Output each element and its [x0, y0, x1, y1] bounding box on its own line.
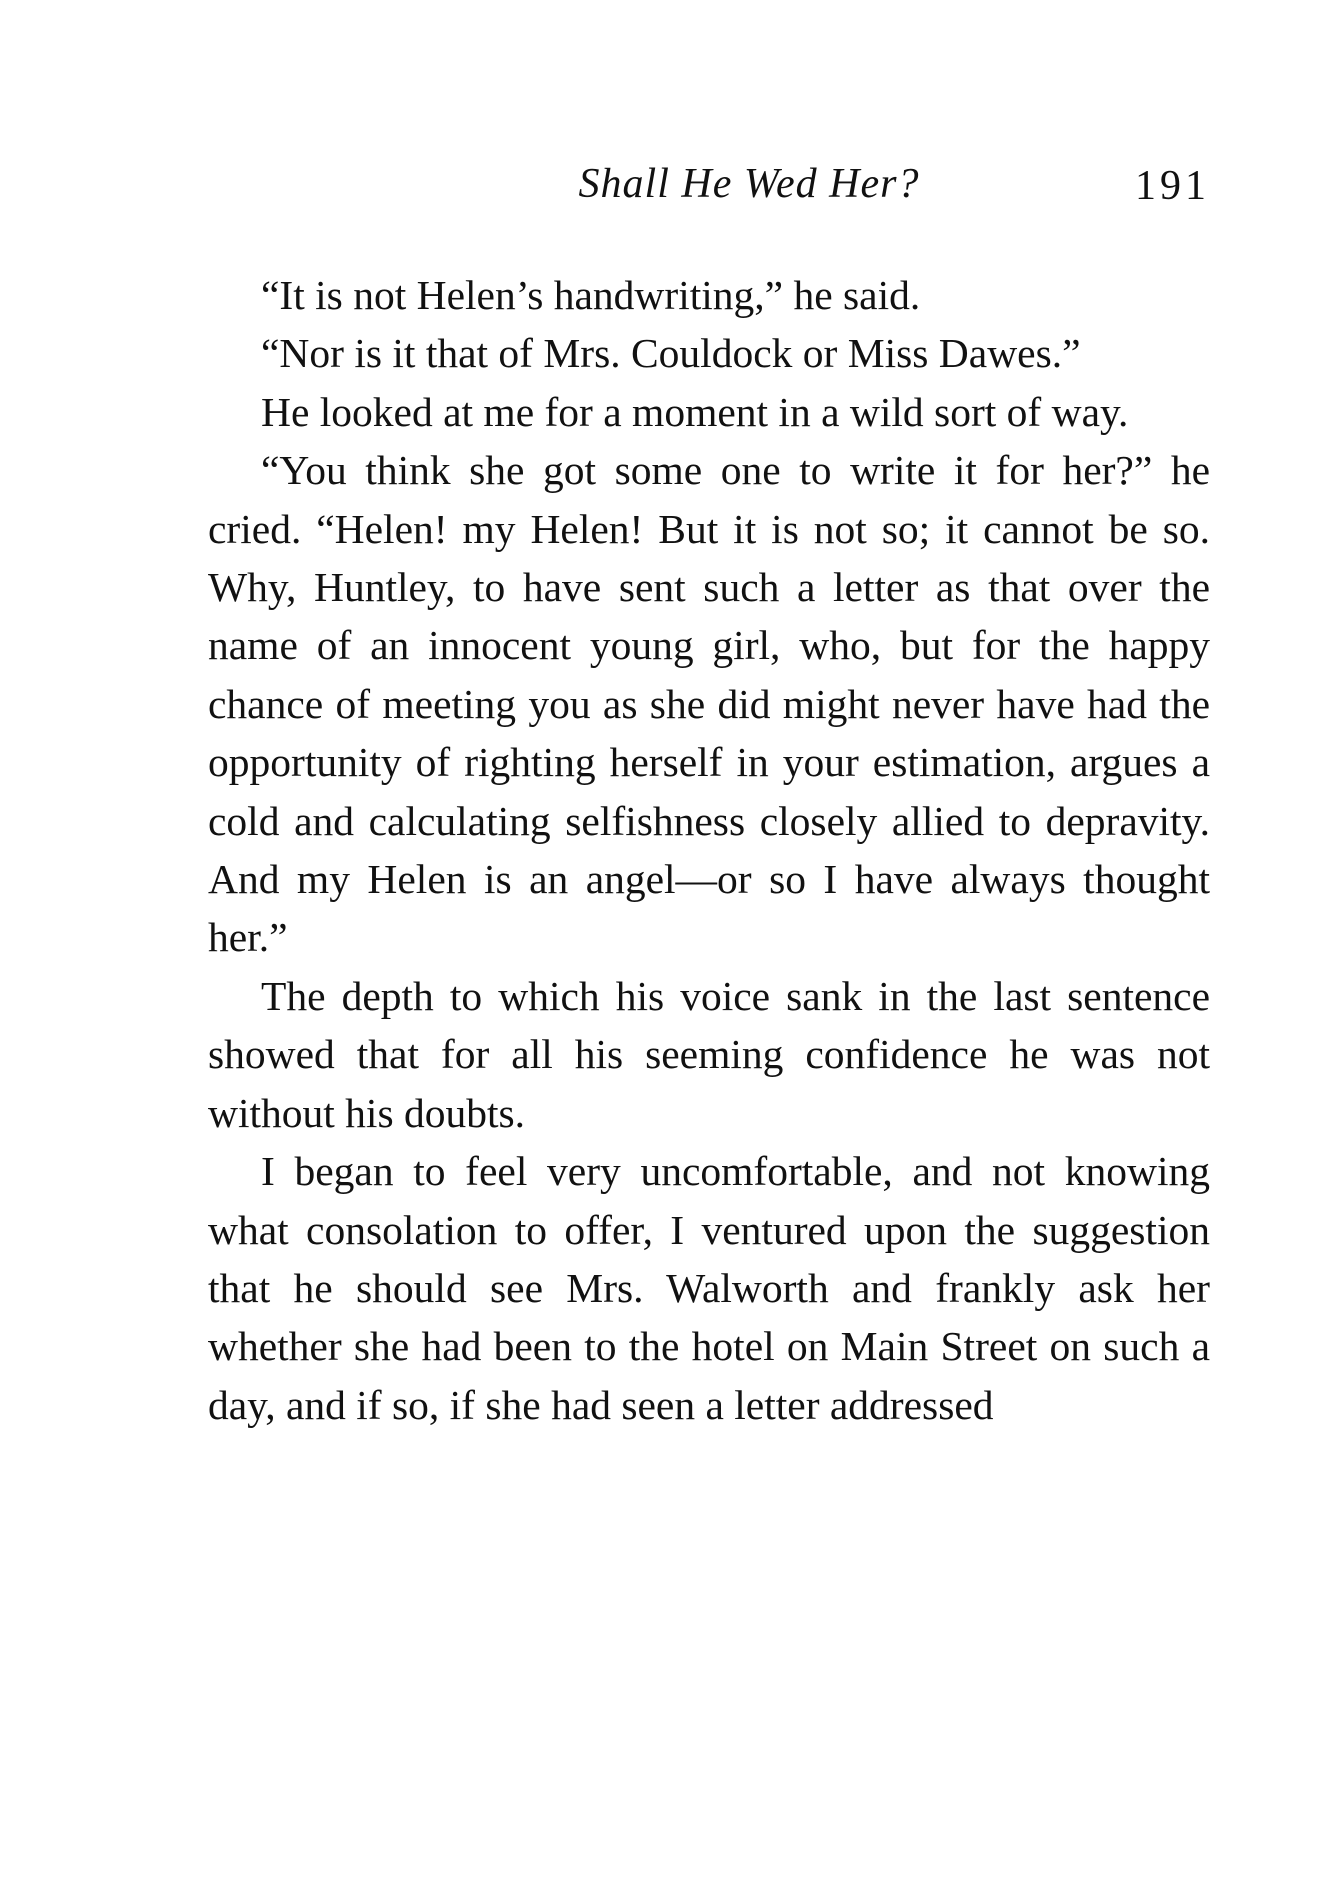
- running-head: [208, 160, 1210, 220]
- paragraph: “You think she got some one to write it for her?” he cried. “Helen! my Helen! But it is not so; it cannot be so. Why, Huntley, to have sent such a letter as that over the name of an innocent young girl, who, but for the happy chance of meeting you as she did might never have had the opportunity of righting herself in your estimation, argues a cold and calculating selfishness closely allied to depravity. And my Helen is an angel—or so I have always thought her.”: [208, 447, 1210, 961]
- paragraph: He looked at me for a moment in a wild sort of way.: [261, 388, 1129, 435]
- body-text: [208, 266, 1210, 1434]
- paragraph: I began to feel very uncomfortable, and not knowing what consolation to offer, I ventured upon the suggestion that he should see Mrs. Walworth and frankly ask her whether she had been to the hotel on Main Street on such a day, and if so, if she had seen a letter addressed: [208, 1148, 1210, 1428]
- running-title: Shall He Wed Her?: [578, 161, 920, 207]
- paragraph: The depth to which his voice sank in the last sentence showed that for all his seeming confidence he was not without his doubts.: [208, 972, 1210, 1136]
- paragraph: “Nor is it that of Mrs. Couldock or Miss Dawes.”: [261, 330, 1081, 377]
- page-number: 191: [1135, 163, 1210, 209]
- paragraph: “It is not Helen’s handwriting,” he said.: [261, 272, 921, 318]
